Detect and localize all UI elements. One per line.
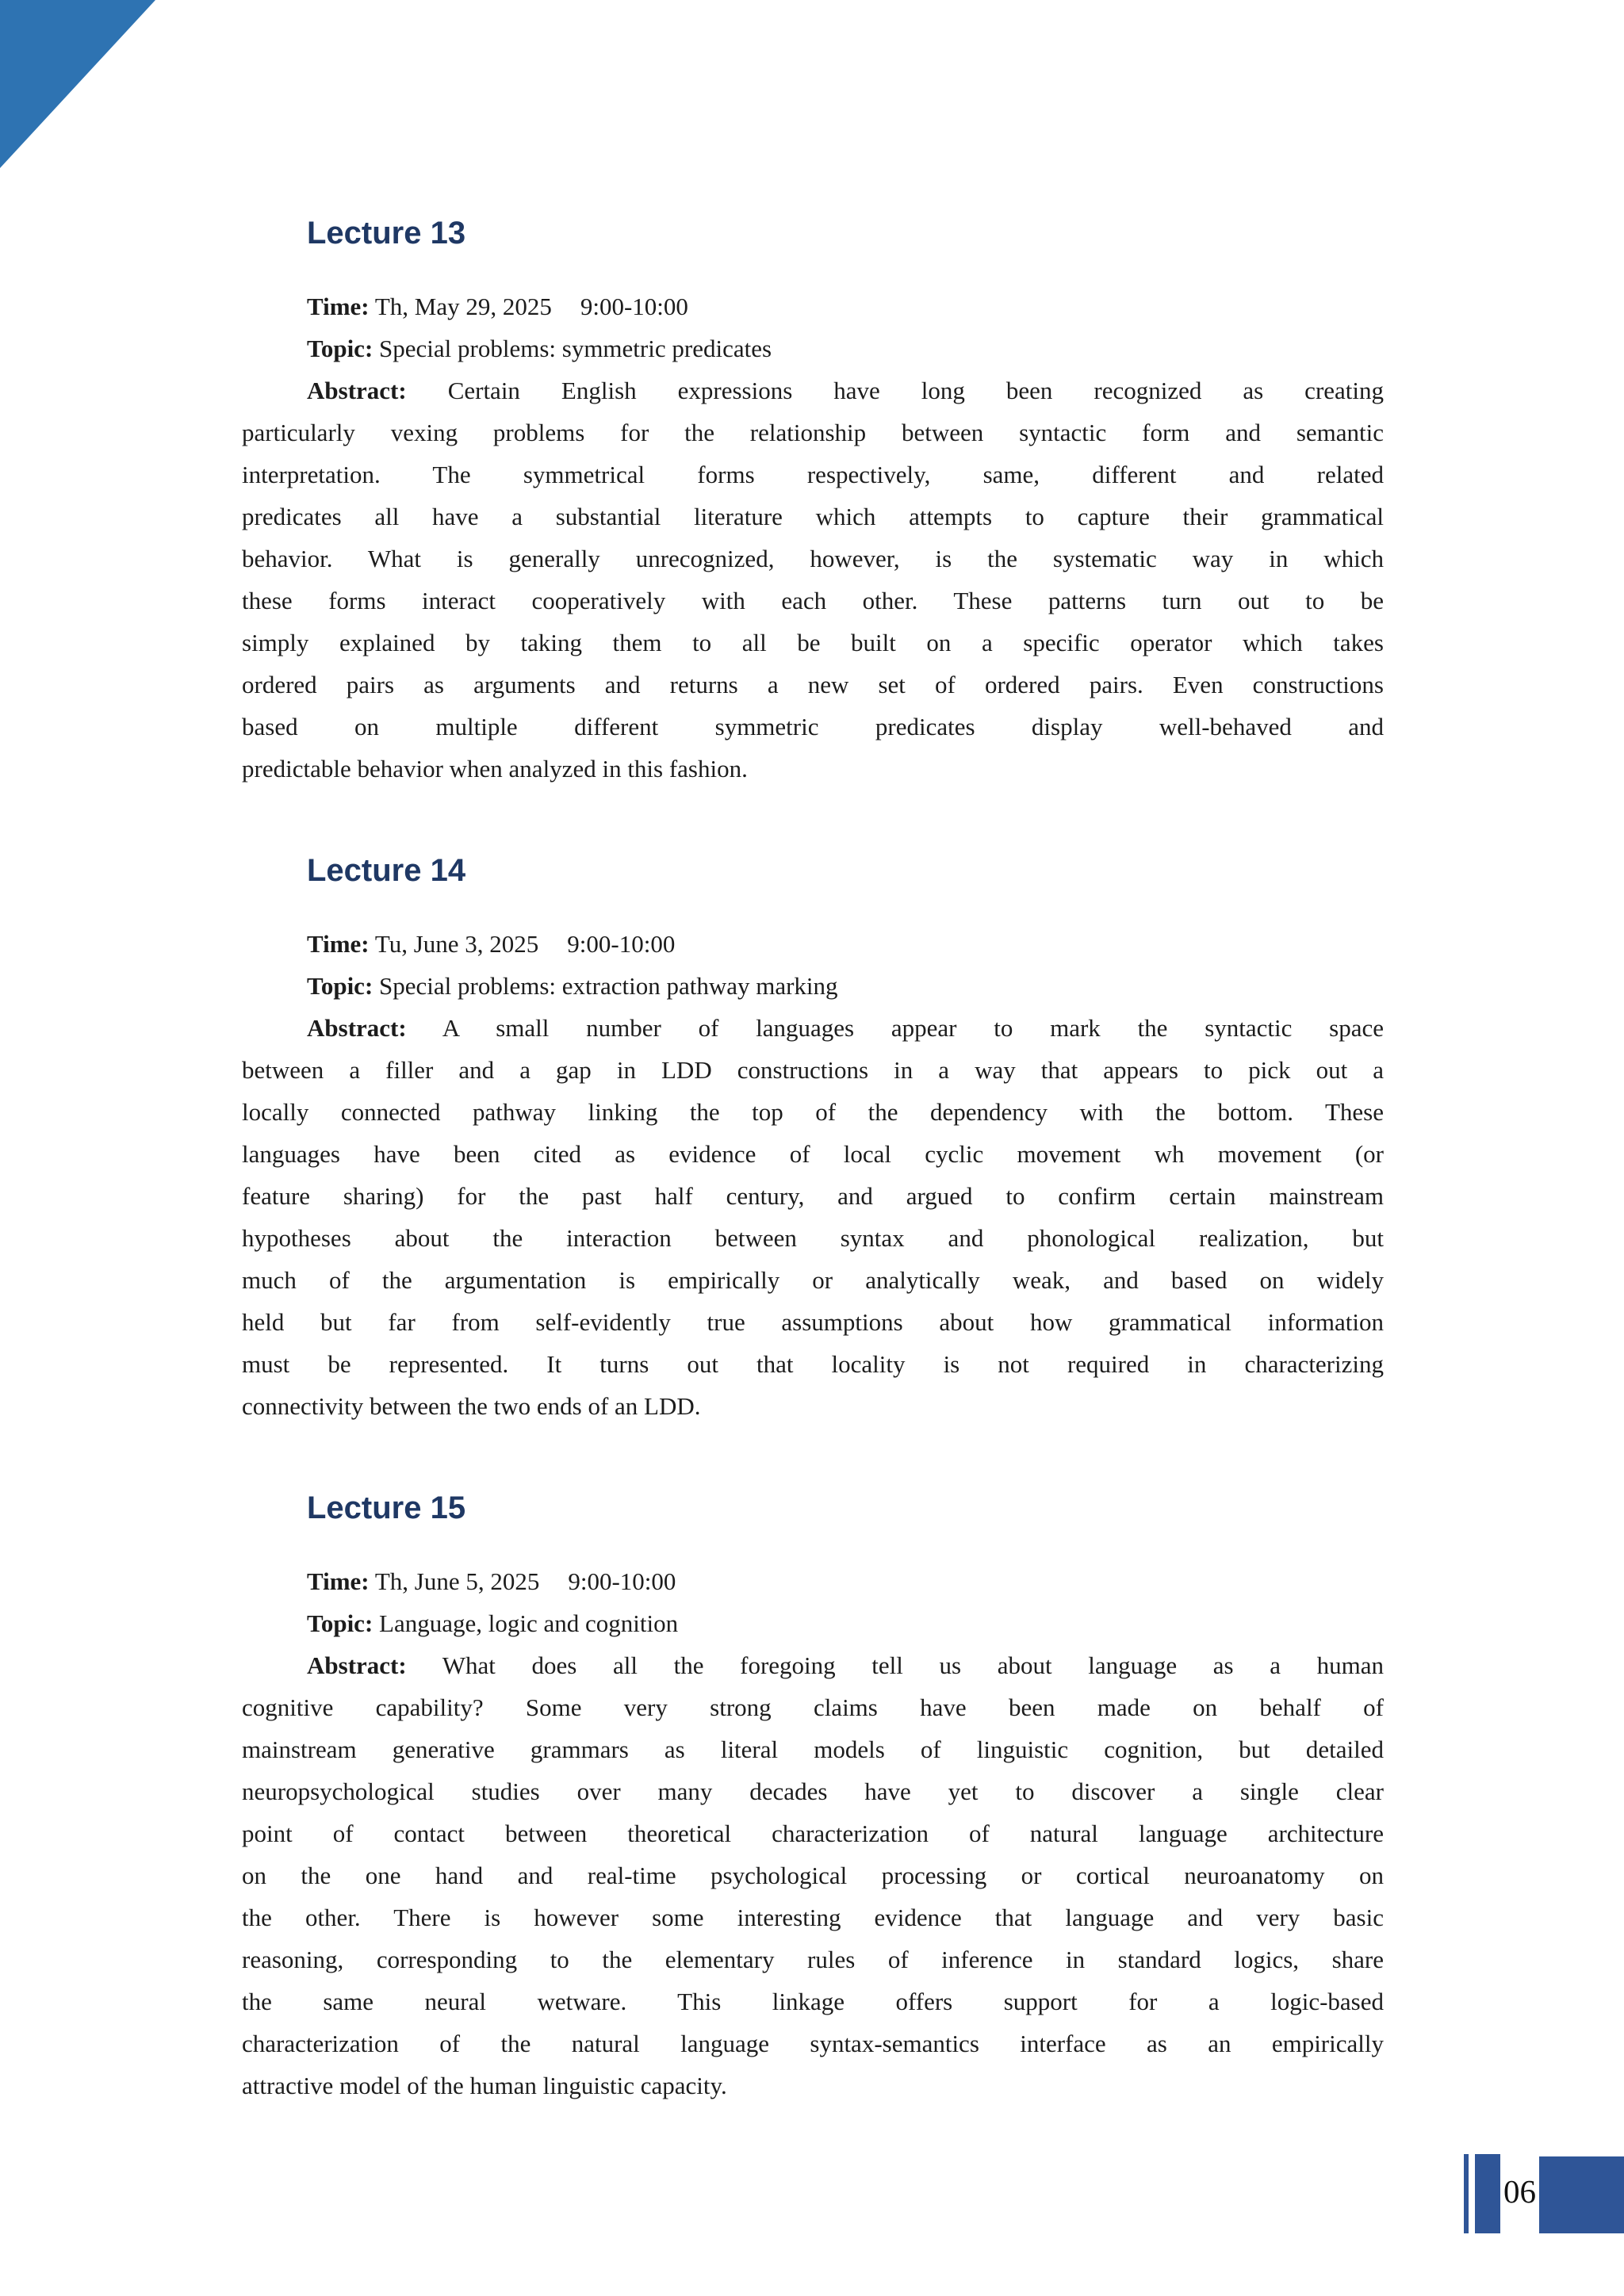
lecture-time-line	[242, 285, 1384, 327]
time-range: 9:00-10:00	[568, 1567, 676, 1595]
pagenum-bar-thin	[1464, 2154, 1469, 2233]
abstract-line: connectivity between the two ends of an LDD.	[242, 1392, 701, 1420]
abstract-continuation	[242, 411, 1384, 790]
abstract-label: Abstract:	[307, 1651, 407, 1679]
abstract-line	[242, 1644, 1384, 1686]
abstract-line: ordered pairs as arguments and returns a new set of ordered pairs. Even constructions	[242, 671, 1384, 698]
topic-label: Topic:	[307, 335, 373, 362]
abstract-line	[242, 1007, 1384, 1049]
topic-text: Language, logic and cognition	[379, 1609, 679, 1637]
time-date: Th, May 29, 2025	[374, 293, 552, 320]
topic-label: Topic:	[307, 972, 373, 1000]
abstract-line: point of contact between theoretical characterization of natural language architecture	[242, 1820, 1384, 1847]
abstract-label: Abstract:	[307, 1014, 407, 1042]
abstract-line: characterization of the natural language syntax-semantics interface as an empirically	[242, 2030, 1384, 2057]
abstract-line: cognitive capability? Some very strong claims have been made on behalf of	[242, 1693, 1384, 1721]
lecture-time-line	[242, 1560, 1384, 1602]
lecture-section-13	[242, 214, 1384, 790]
lecture-section-14	[242, 851, 1384, 1427]
abstract-line: locally connected pathway linking the top of the dependency with the bottom. These	[242, 1098, 1384, 1126]
abstract-line: mainstream generative grammars as literal models of linguistic cognition, but detailed	[242, 1735, 1384, 1763]
abstract-line: behavior. What is generally unrecognized, however, is the systematic way in which	[242, 545, 1384, 572]
page-number: 06	[1503, 2173, 1536, 2210]
pagenum-bar-wide	[1475, 2154, 1500, 2233]
time-label: Time:	[307, 1567, 370, 1595]
abstract-line: the other. There is however some interesting evidence that language and very basic	[242, 1904, 1384, 1931]
abstract-line: held but far from self-evidently true assumptions about how grammatical information	[242, 1308, 1384, 1336]
time-range: 9:00-10:00	[580, 293, 688, 320]
abstract-line: predictable behavior when analyzed in this fashion.	[242, 755, 748, 783]
abstract-line: these forms interact cooperatively with each other. These patterns turn out to be	[242, 587, 1384, 614]
abstract-line: interpretation. The symmetrical forms respectively, same, different and related	[242, 461, 1384, 488]
abstract-text: A small number of languages appear to mark the syntactic space	[442, 1014, 1384, 1042]
abstract-line: on the one hand and real-time psychological processing or cortical neuroanatomy on	[242, 1862, 1384, 1889]
time-range: 9:00-10:00	[567, 930, 676, 958]
lecture-topic-line	[242, 1602, 1384, 1644]
lecture-abstract	[242, 1644, 1384, 2107]
abstract-line: between a filler and a gap in LDD constructions in a way that appears to pick out a	[242, 1056, 1384, 1084]
lecture-title: Lecture 15	[307, 1490, 466, 1525]
abstract-line: reasoning, corresponding to the elementary rules of inference in standard logics, share	[242, 1946, 1384, 1973]
abstract-line: must be represented. It turns out that locality is not required in characterizing	[242, 1350, 1384, 1378]
abstract-continuation	[242, 1049, 1384, 1427]
lecture-title: Lecture 13	[307, 216, 466, 251]
lecture-list	[242, 0, 1384, 2107]
abstract-text: Certain English expressions have long been recognized as creating	[447, 377, 1385, 404]
pagenum-block	[1539, 2156, 1624, 2233]
lecture-topic-line	[242, 327, 1384, 369]
abstract-line: simply explained by taking them to all be built on a specific operator which takes	[242, 629, 1384, 656]
abstract-line: languages have been cited as evidence of local cyclic movement wh movement (or	[242, 1140, 1384, 1168]
abstract-label: Abstract:	[307, 377, 407, 404]
abstract-line: based on multiple different symmetric predicates display well-behaved and	[242, 713, 1384, 740]
abstract-line: attractive model of the human linguistic capacity.	[242, 2072, 727, 2099]
abstract-line: much of the argumentation is empirically or analytically weak, and based on widely	[242, 1266, 1384, 1294]
lecture-abstract	[242, 369, 1384, 790]
lecture-time-line	[242, 923, 1384, 965]
abstract-line: predicates all have a substantial literature which attempts to capture their grammatical	[242, 503, 1384, 530]
abstract-text: What does all the foregoing tell us about language as a human	[442, 1651, 1384, 1679]
topic-text: Special problems: extraction pathway marking	[379, 972, 838, 1000]
abstract-line: the same neural wetware. This linkage offers support for a logic-based	[242, 1988, 1384, 2015]
abstract-line: particularly vexing problems for the relationship between syntactic form and semantic	[242, 419, 1384, 446]
abstract-line	[242, 369, 1384, 411]
time-label: Time:	[307, 293, 370, 320]
abstract-continuation	[242, 1686, 1384, 2107]
abstract-line: hypotheses about the interaction between syntax and phonological realization, but	[242, 1224, 1384, 1252]
topic-label: Topic:	[307, 1609, 373, 1637]
lecture-abstract	[242, 1007, 1384, 1427]
topic-text: Special problems: symmetric predicates	[379, 335, 772, 362]
lecture-section-15	[242, 1489, 1384, 2107]
corner-triangle-decoration	[0, 0, 155, 168]
lecture-topic-line	[242, 965, 1384, 1007]
abstract-line: feature sharing) for the past half century, and argued to confirm certain mainstream	[242, 1182, 1384, 1210]
time-date: Th, June 5, 2025	[374, 1567, 540, 1595]
abstract-line: neuropsychological studies over many decades have yet to discover a single clear	[242, 1777, 1384, 1805]
time-label: Time:	[307, 930, 370, 958]
lecture-title: Lecture 14	[307, 853, 466, 888]
time-date: Tu, June 3, 2025	[374, 930, 539, 958]
